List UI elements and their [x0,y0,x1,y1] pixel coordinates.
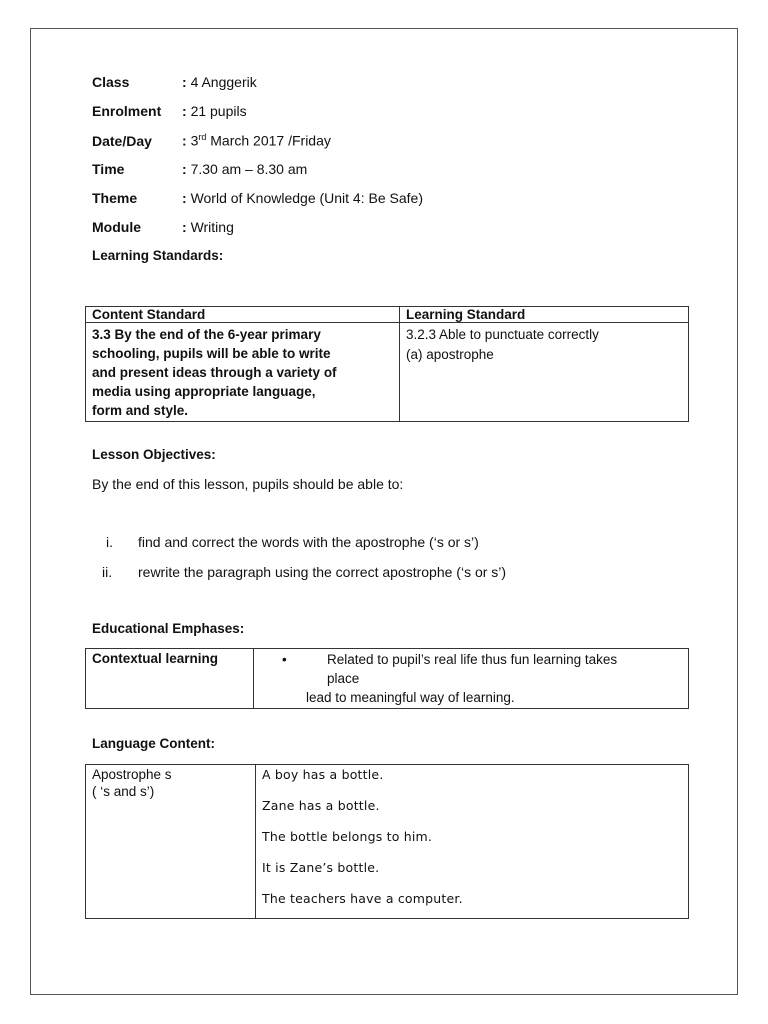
separator: : [182,219,187,235]
emphasis-line: place [327,671,360,686]
example-sentence: A boy has a bottle. [262,767,384,782]
language-content-table [85,764,689,919]
emphasis-line: Related to pupil’s real life thus fun learning takes [327,652,618,667]
separator: : [182,74,187,90]
separator: : [182,161,187,177]
emphasis-bullet-item [260,650,682,688]
emphasis-description [254,649,689,709]
educational-emphases-table [85,648,689,709]
objective-number: ii. [102,564,113,580]
example-sentence: The bottle belongs to him. [262,829,433,844]
learning-standard-line: 3.2.3 Able to punctuate correctly [406,327,599,342]
emphasis-line: lead to meaningful way of learning. [306,690,515,705]
info-row-time [92,161,307,177]
objective-text: find and correct the words with the apostrophe (‘s or s’) [138,534,479,550]
example-sentence: The teachers have a computer. [262,891,463,906]
lesson-objectives-heading: Lesson Objectives: [92,447,216,462]
objectives-intro: By the end of this lesson, pupils should be able to: [92,476,404,492]
info-row-module [92,219,234,235]
language-content-heading: Language Content: [92,736,215,751]
time-label: Time [92,161,125,177]
example-sentence: Zane has a bottle. [262,798,380,813]
example-sentence: It is Zane’s bottle. [262,860,380,875]
theme-value: World of Knowledge (Unit 4: Be Safe) [190,190,423,206]
class-value: 4 Anggerik [190,74,257,90]
content-standard-line: schooling, pupils will be able to write [92,346,331,361]
info-row-theme [92,190,423,206]
separator: : [182,132,187,149]
module-value: Writing [190,219,234,235]
language-label-line: ( ‘s and s’) [92,784,155,799]
bullet-icon: • [282,652,287,667]
info-row-enrolment [92,103,247,119]
language-label-line: Apostrophe s [92,767,172,782]
learning-standards-table [85,306,689,422]
content-standard-cell [86,323,400,422]
date-day-suffix: rd [198,132,207,142]
info-row-date [92,132,331,149]
module-label: Module [92,219,141,235]
content-standard-header: Content Standard [86,307,400,323]
enrolment-label: Enrolment [92,103,162,119]
theme-label: Theme [92,190,138,206]
objective-number: i. [106,534,113,550]
learning-standards-heading: Learning Standards: [92,248,224,263]
separator: : [182,190,187,206]
content-standard-line: media using appropriate language, [92,384,316,399]
language-label-cell [86,765,256,919]
content-standard-line: 3.3 By the end of the 6-year primary [92,327,321,342]
date-label: Date/Day [92,132,152,149]
objective-text: rewrite the paragraph using the correct apostrophe (‘s or s’) [138,564,507,580]
enrolment-value: 21 pupils [190,103,247,119]
emphasis-label: Contextual learning [86,649,254,709]
date-rest: March 2017 /Friday [206,132,331,149]
info-row-class [92,74,257,90]
learning-standard-header: Learning Standard [400,307,689,323]
date-day-number: 3 [190,132,199,149]
separator: : [182,103,187,119]
class-label: Class [92,74,130,90]
learning-standard-cell [400,323,689,422]
time-value: 7.30 am – 8.30 am [190,161,308,177]
educational-emphases-heading: Educational Emphases: [92,621,245,636]
content-standard-line: form and style. [92,403,189,418]
content-standard-line: and present ideas through a variety of [92,365,337,380]
language-examples-cell [256,765,689,919]
learning-standard-line: (a) apostrophe [406,347,494,362]
